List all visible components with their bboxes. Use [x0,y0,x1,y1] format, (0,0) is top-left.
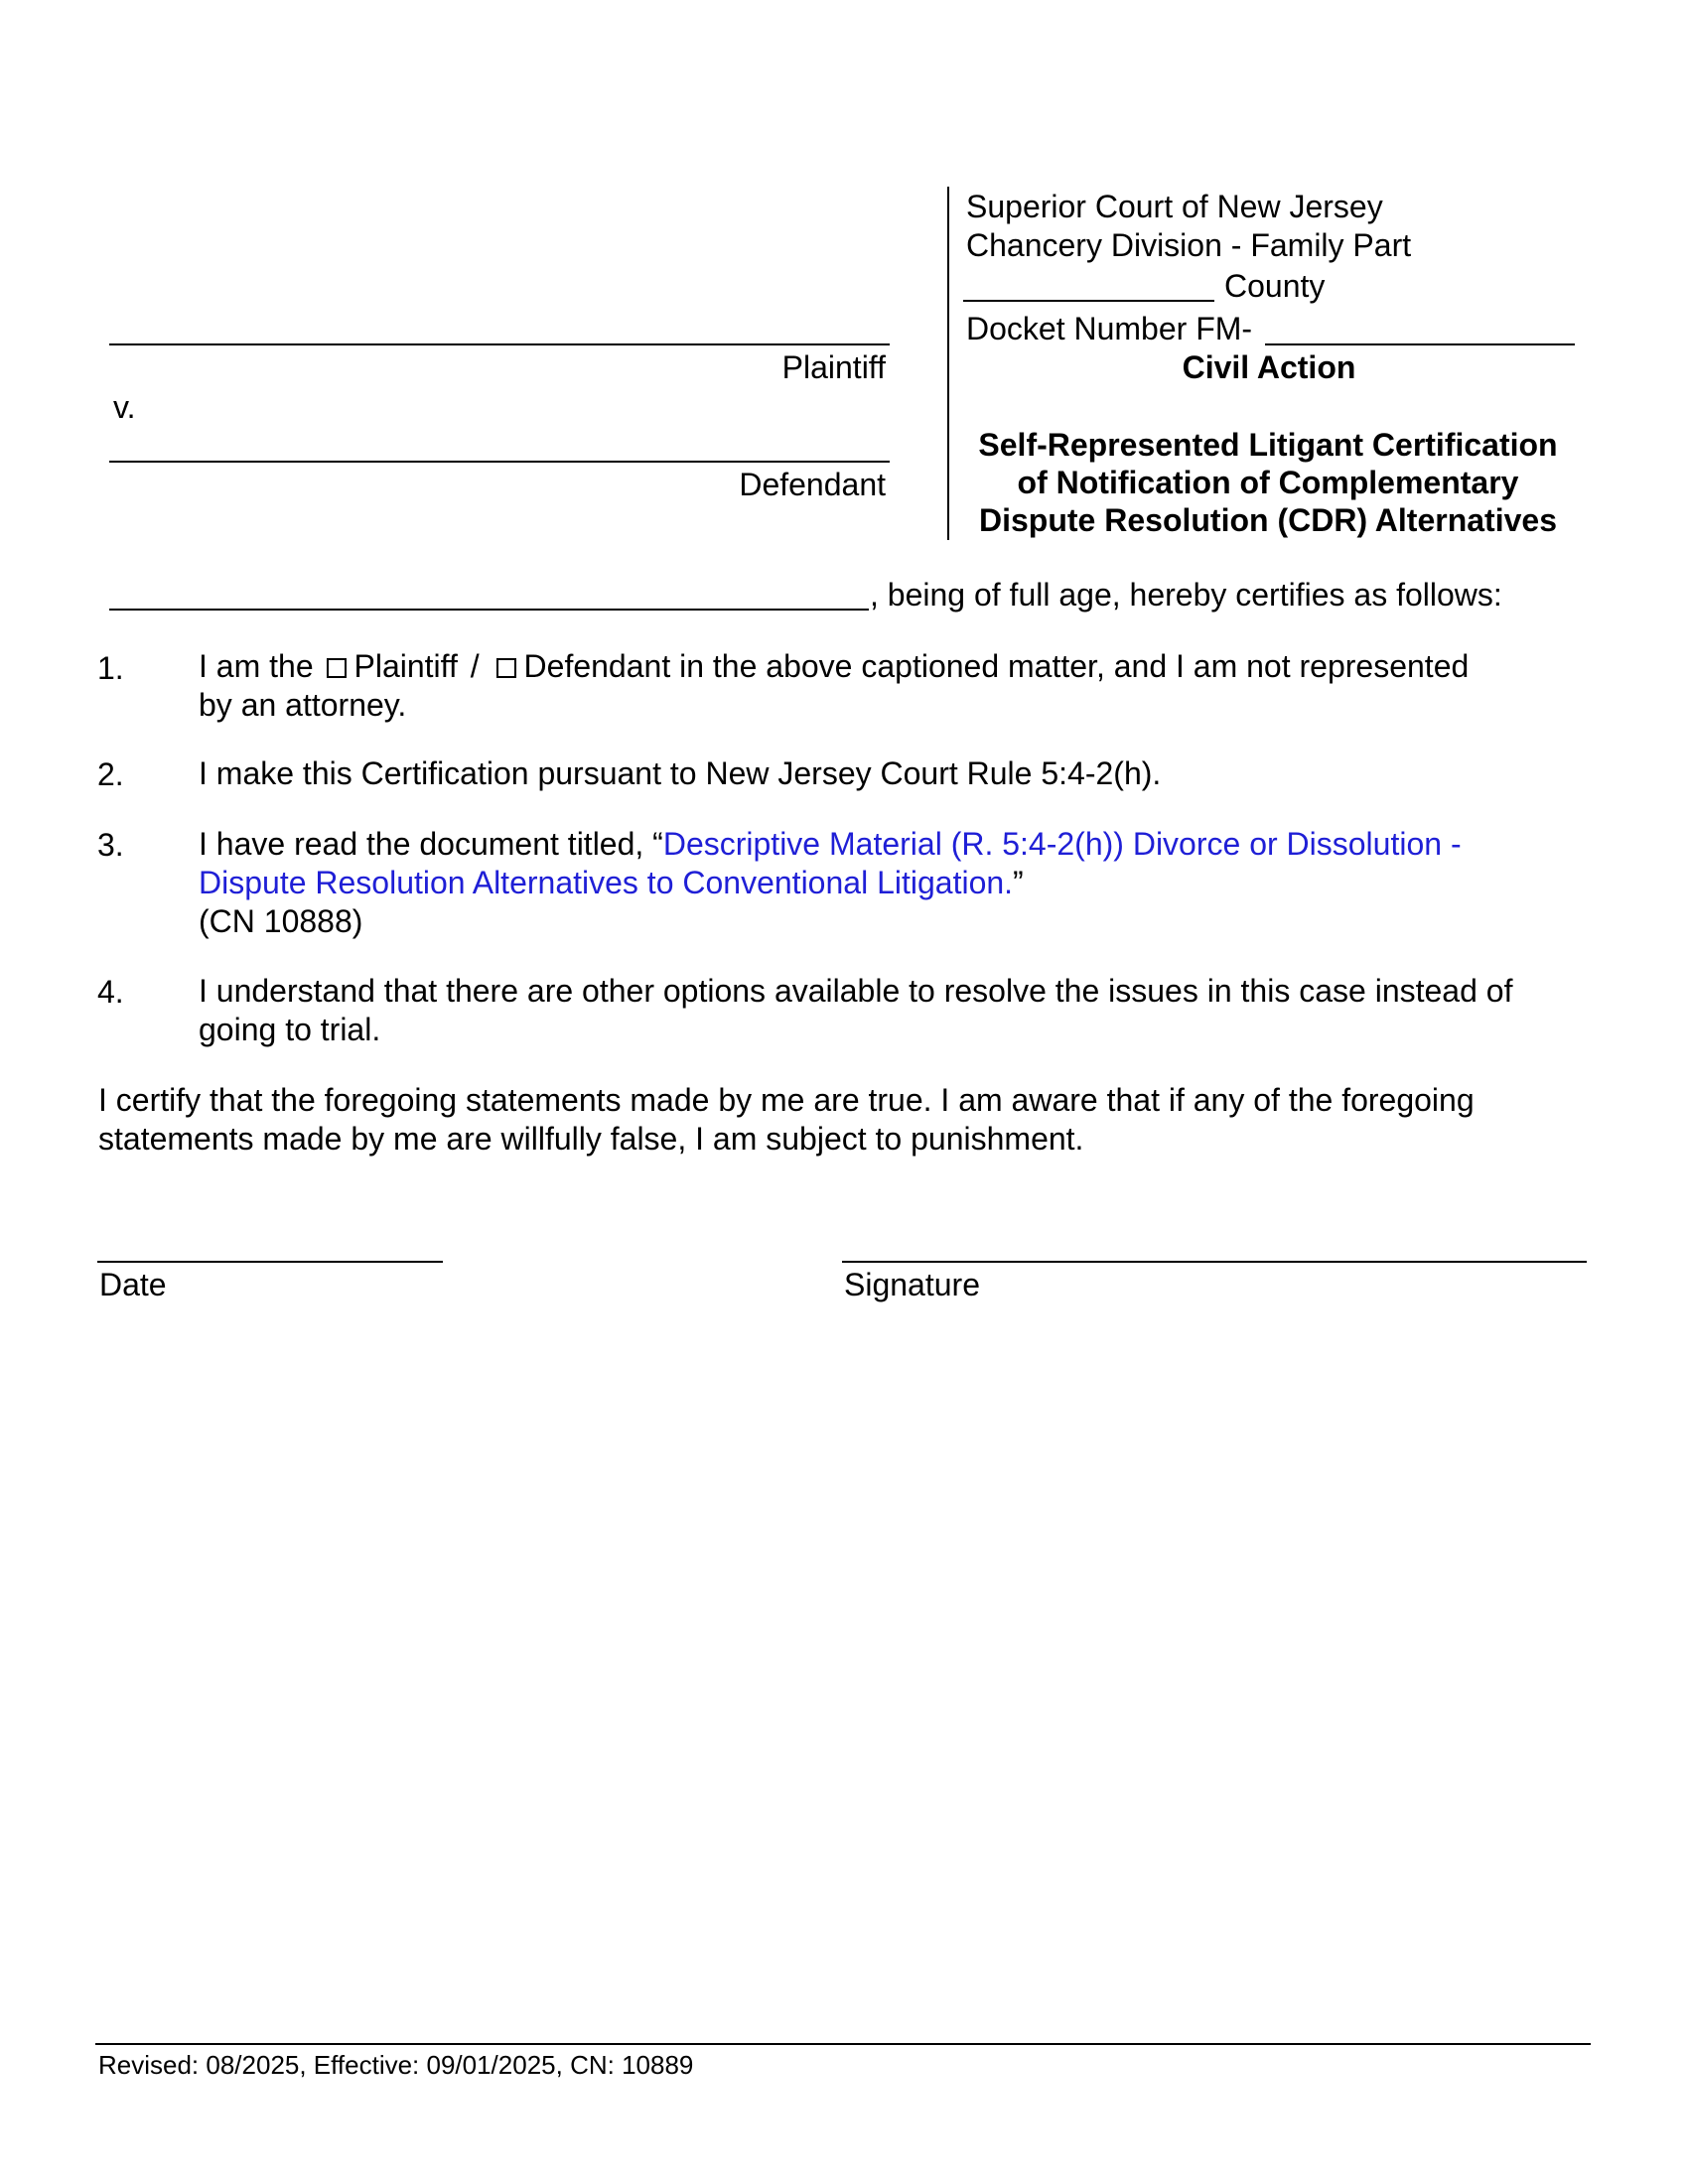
item-3-prefix: I have read the document titled, “ [199,826,663,862]
item-2-number: 2. [97,756,124,792]
certifier-name-line[interactable] [109,609,869,611]
item-3-cn: (CN 10888) [199,903,363,939]
footer-revision-text: Revised: 08/2025, Effective: 09/01/2025, CN: 10889 [98,2050,694,2080]
certify-line2: statements made by me are willfully false, I am subject to punishment. [98,1121,1084,1157]
item-1-prefix: I am the [199,648,314,684]
caption-divider [947,187,949,540]
item-4-text [199,972,1589,1049]
certifies-text: , being of full age, hereby certifies as follows: [870,577,1502,613]
plaintiff-option-label: Plaintiff [353,648,458,684]
form-title-line2: of Notification of Complementary [1017,465,1519,500]
item-3-close-quote: ” [1013,865,1024,900]
docket-label: Docket Number FM- [966,311,1253,346]
certification-statement [98,1081,1588,1159]
form-title-line3: Dispute Resolution (CDR) Alternatives [979,502,1557,538]
item-2-text: I make this Certification pursuant to New Jersey Court Rule 5:4-2(h). [199,755,1162,791]
footer-rule [95,2043,1591,2045]
form-title-line1: Self-Represented Litigant Certification [978,427,1558,463]
item-1-suffix: in the above captioned matter, and I am not represented [679,648,1470,684]
court-name: Superior Court of New Jersey [966,189,1383,224]
civil-action-label: Civil Action [1182,349,1356,385]
certify-line1: I certify that the foregoing statements made by me are true. I am aware that if any of the foregoing [98,1082,1475,1118]
item-1-number: 1. [97,650,124,686]
item-1-line2: by an attorney. [199,687,407,723]
plaintiff-label: Plaintiff [781,349,886,385]
defendant-label: Defendant [739,467,886,502]
court-division: Chancery Division - Family Part [966,227,1412,263]
plaintiff-checkbox[interactable] [327,658,347,678]
item-3-number: 3. [97,827,124,863]
docket-number-line[interactable] [1265,343,1575,345]
date-label: Date [99,1267,167,1302]
descriptive-material-link-cont[interactable]: Dispute Resolution Alternatives to Conventional Litigation. [199,865,1014,900]
item-4-line1: I understand that there are other options available to resolve the issues in this case instead of [199,973,1513,1009]
versus-label: v. [113,389,136,425]
item-1-text [199,647,1589,725]
date-line[interactable] [97,1261,443,1263]
signature-line[interactable] [842,1261,1587,1263]
county-label: County [1224,268,1326,304]
descriptive-material-link[interactable]: Descriptive Material (R. 5:4-2(h)) Divorce or Dissolution - [662,826,1462,862]
item-3-text [199,825,1589,941]
item-4-number: 4. [97,974,124,1010]
option-separator: / [470,648,480,684]
plaintiff-name-line[interactable] [109,343,890,345]
defendant-name-line[interactable] [109,461,890,463]
defendant-option-label: Defendant [523,648,671,684]
item-4-line2: going to trial. [199,1012,381,1047]
defendant-checkbox[interactable] [496,658,516,678]
signature-label: Signature [844,1267,980,1302]
county-field-line[interactable] [963,300,1214,302]
